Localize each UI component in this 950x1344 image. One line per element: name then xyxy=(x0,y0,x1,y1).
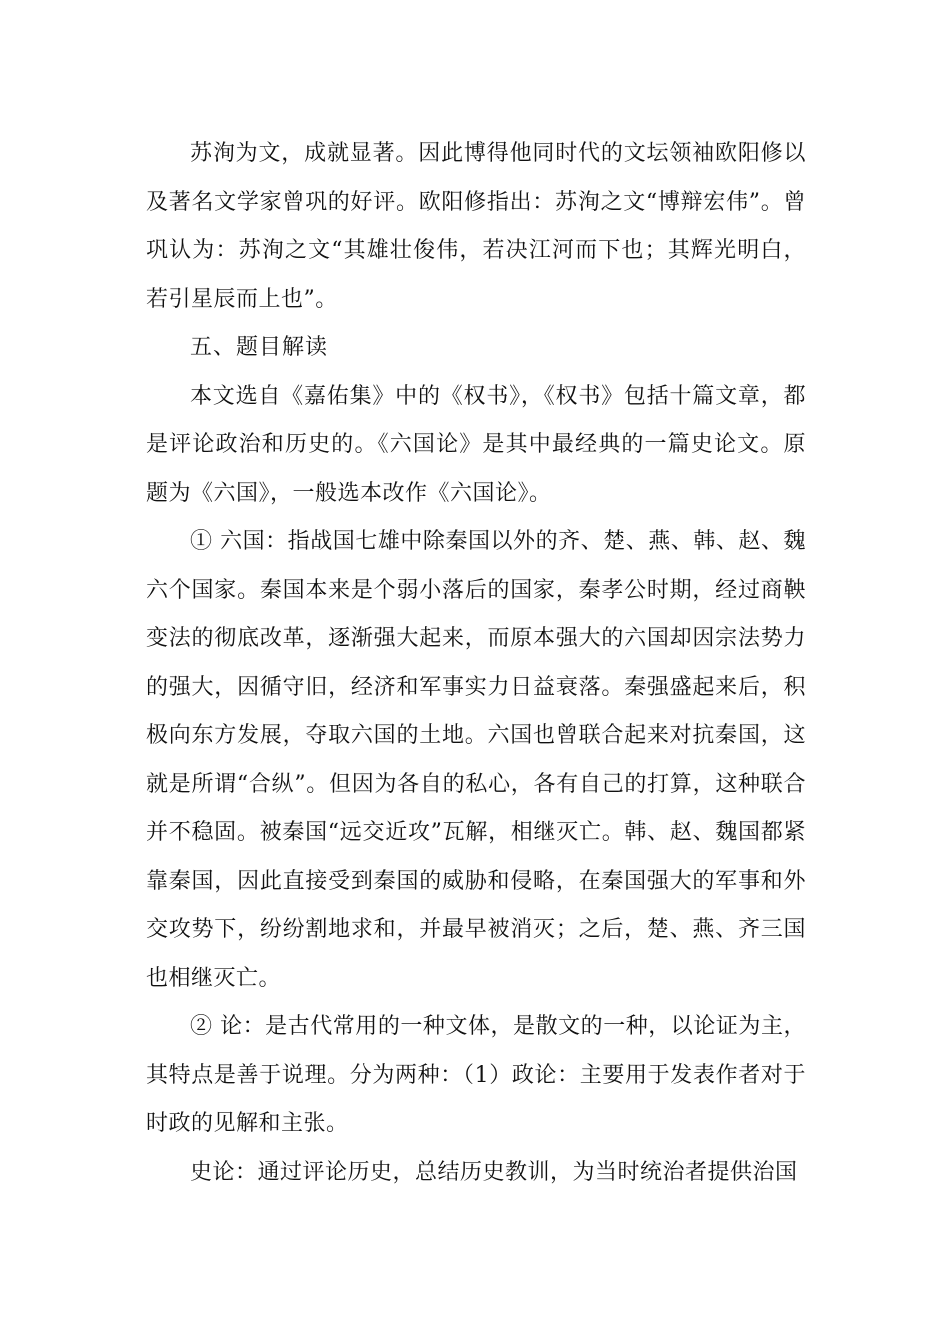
paragraph-note-lun: ② 论：是古代常用的一种文体，是散文的一种，以论证为主，其特点是善于说理。分为两种：（1）政论：主要用于发表作者对于时政的见解和主张。 xyxy=(146,1014,806,1136)
body-text xyxy=(146,130,806,1197)
paragraph-historical-essay: 史论：通过评论历史，总结历史教训，为当时统治者提供治国 xyxy=(190,1159,798,1185)
paragraph-su-xun-praise: 苏洵为文，成就显著。因此博得他同时代的文坛领袖欧阳修以及著名文学家曾巩的好评。欧阳修指出：苏洵之文“博辩宏伟”。曾巩认为：苏洵之文“其雄壮俊伟，若决江河而下也；其辉光明白，若引星辰而上也”。 xyxy=(146,141,806,312)
section-heading-title-interpretation: 五、题目解读 xyxy=(190,335,329,360)
paragraph-source-of-text: 本文选自《嘉佑集》中的《权书》，《权书》包括十篇文章，都是评论政治和历史的。《六国论》是其中最经典的一篇史论文。原题为《六国》，一般选本改作《六国论》。 xyxy=(146,383,806,506)
paragraph-note-six-states: ① 六国：指战国七雄中除秦国以外的齐、楚、燕、韩、赵、魏六个国家。秦国本来是个弱小落后的国家，秦孝公时期，经过商鞅变法的彻底改革，逐渐强大起来，而原本强大的六国却因宗法势力的强大，因循守旧，经济和军事实力日益衰落。秦强盛起来后，积极向东方发展，夺取六国的土地。六国也曾联合起来对抗秦国，这就是所谓“合纵”。但因为各自的私心，各有自己的打算，这种联合并不稳固。被秦国“远交近攻”瓦解，相继灭亡。韩、赵、魏国都紧靠秦国，因此直接受到秦国的威胁和侵略，在秦国强大的军事和外交攻势下，纷纷割地求和，并最早被消灭；之后，楚、燕、齐三国也相继灭亡。 xyxy=(146,529,806,991)
